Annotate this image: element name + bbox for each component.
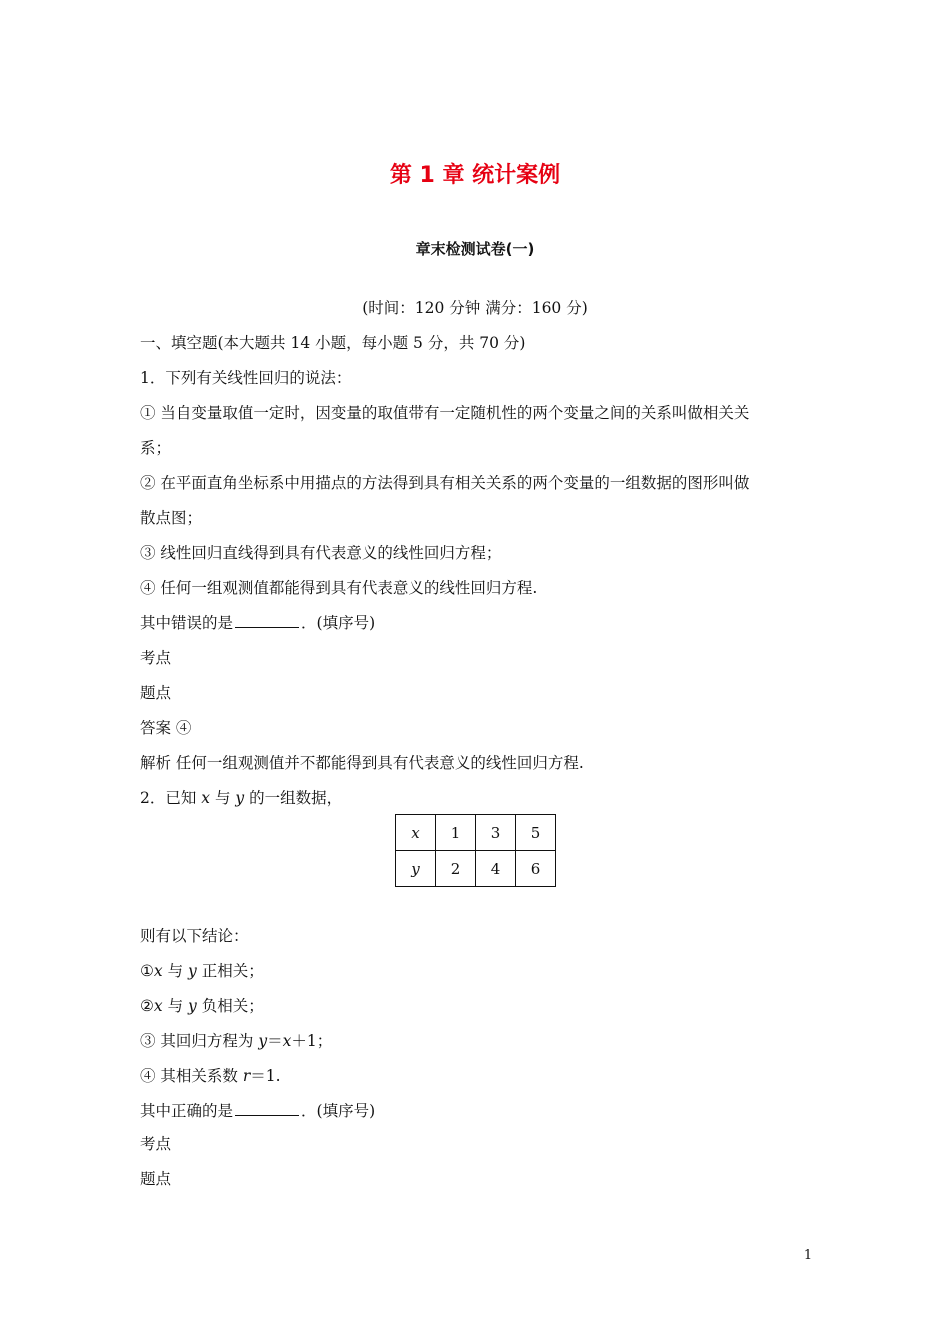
q2-stem-suffix: 的一组数据， — [244, 789, 343, 807]
q2-var-y: y — [235, 789, 245, 807]
table-row — [396, 815, 556, 851]
q2-answer-blank — [235, 1101, 299, 1116]
q2-stem — [140, 788, 342, 808]
table-cell: 6 — [516, 851, 556, 887]
q1-option-4: ④ 任何一组观测值都能得到具有代表意义的线性回归方程. — [140, 579, 538, 597]
c3-eq: ＝ — [267, 1032, 283, 1050]
c4-text: ④ 其相关系数 — [140, 1067, 243, 1085]
data-table — [395, 814, 556, 887]
q1-option-2-cont: 散点图； — [140, 509, 203, 527]
q1-option-2: ② 在平面直角坐标系中用描点的方法得到具有相关关系的两个变量的一组数据的图形叫做 — [140, 474, 750, 492]
q2-tidian: 题点 — [140, 1170, 172, 1188]
time-info: (时间：120 分钟 满分：160 分) — [362, 299, 588, 317]
c3-y: y — [258, 1032, 268, 1050]
c2-mid: 与 — [162, 997, 189, 1015]
q2-conclusion-3 — [140, 1031, 332, 1051]
q2-stem-prefix: 2．已知 — [140, 789, 202, 807]
table-cell: 1 — [436, 815, 476, 851]
q2-var-x: x — [201, 789, 211, 807]
table-cell: 3 — [476, 815, 516, 851]
table-cell: y — [396, 851, 436, 887]
q1-option-1: ① 当自变量取值一定时，因变量的取值带有一定随机性的两个变量之间的关系叫做相关关 — [140, 404, 750, 422]
q1-question — [140, 613, 375, 633]
q2-question-suffix: ．(填序号) — [301, 1102, 376, 1120]
q2-lead: 则有以下结论： — [140, 927, 249, 945]
page-number: 1 — [803, 1248, 813, 1263]
table-cell: x — [396, 815, 436, 851]
c2-y: y — [188, 997, 197, 1015]
c1-text: 正相关； — [196, 962, 264, 980]
q2-question — [140, 1101, 375, 1121]
q1-analysis: 解析 任何一组观测值并不都能得到具有代表意义的线性回归方程. — [140, 754, 584, 772]
q2-conclusion-1 — [140, 961, 264, 981]
table-cell: 2 — [436, 851, 476, 887]
q1-tidian: 题点 — [140, 684, 172, 702]
table-cell: 5 — [516, 815, 556, 851]
c2-num: ② — [140, 997, 154, 1015]
q1-answer-blank — [235, 613, 299, 628]
q2-conclusion-2 — [140, 996, 264, 1016]
c3-text: ③ 其回归方程为 — [140, 1032, 259, 1050]
c1-num: ① — [140, 962, 154, 980]
c4-r: r — [242, 1067, 251, 1085]
q1-kaodian: 考点 — [140, 649, 172, 667]
q2-conclusion-4 — [140, 1066, 281, 1086]
q2-question-text: 其中正确的是 — [140, 1102, 234, 1120]
c1-mid: 与 — [162, 962, 189, 980]
chapter-title: 第 1 章 统计案例 — [389, 163, 561, 188]
c3-x: x — [282, 1032, 292, 1050]
q1-option-3: ③ 线性回归直线得到具有代表意义的线性回归方程； — [140, 544, 502, 562]
q1-question-suffix: ．(填序号) — [301, 614, 376, 632]
c4-post: ＝1. — [250, 1067, 281, 1085]
q2-stem-mid: 与 — [210, 789, 236, 807]
q1-answer: 答案 ④ — [140, 719, 192, 737]
test-subtitle: 章末检测试卷(一) — [415, 240, 535, 258]
c2-text: 负相关； — [196, 997, 264, 1015]
table-row — [396, 851, 556, 887]
table-cell: 4 — [476, 851, 516, 887]
q1-stem: 1．下列有关线性回归的说法： — [140, 369, 352, 387]
c1-x: x — [153, 962, 163, 980]
q1-question-text: 其中错误的是 — [140, 614, 234, 632]
c3-post: ＋1； — [291, 1032, 333, 1050]
c1-y: y — [188, 962, 197, 980]
q2-kaodian: 考点 — [140, 1135, 172, 1153]
c2-x: x — [153, 997, 163, 1015]
q1-option-1-cont: 系； — [140, 439, 172, 457]
section-heading: 一、填空题(本大题共 14 小题，每小题 5 分，共 70 分) — [140, 334, 526, 352]
